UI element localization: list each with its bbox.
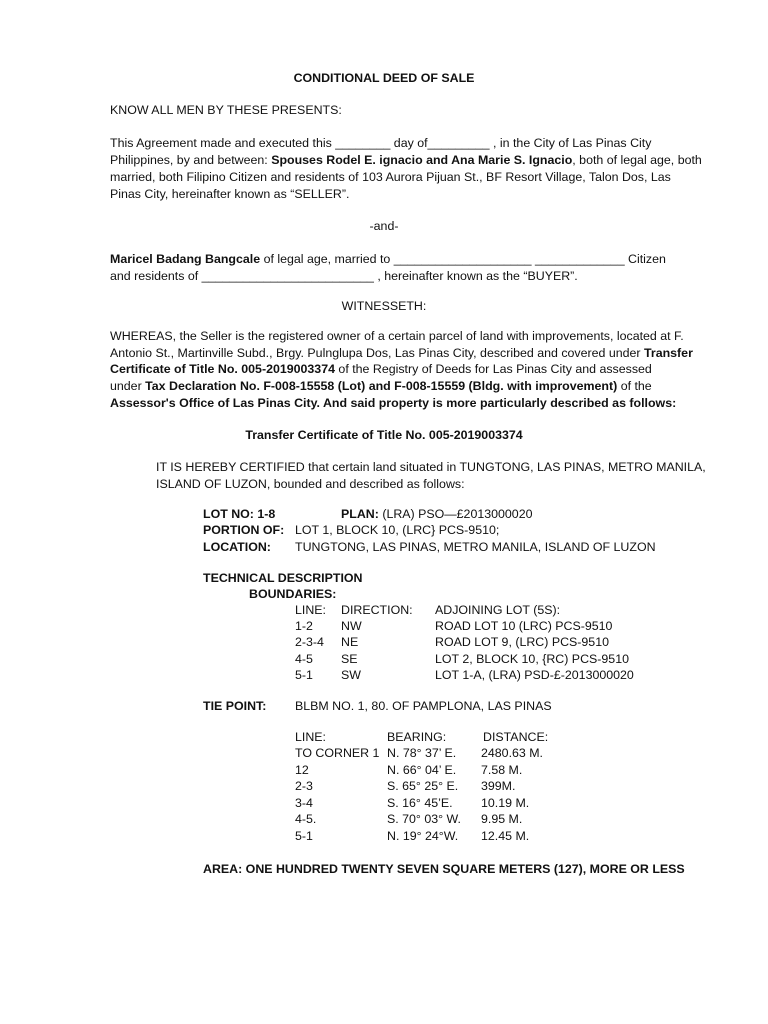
tie-row-line: 3-4 <box>295 796 313 810</box>
tie-header-bearing: BEARING: <box>387 730 447 744</box>
seller-names: Spouses Rodel E. ignacio and Ana Marie S. Ignacio <box>271 153 573 167</box>
p1-line-1: This Agreement made and executed this ________ day of_________ , in the City of Las Pinas City <box>110 136 652 150</box>
tct-heading: Transfer Certificate of Title No. 005-2019003374 <box>245 428 523 442</box>
technical-heading: TECHNICAL DESCRIPTION <box>203 571 363 585</box>
tie-header-line: LINE: <box>295 730 326 744</box>
boundaries-header-direction: DIRECTION: <box>341 603 413 617</box>
location-label: LOCATION: <box>203 540 271 554</box>
tie-header-distance: DISTANCE: <box>483 730 549 744</box>
tie-row-distance: 399M. <box>481 779 516 793</box>
boundary-row-adjoining: LOT 2, BLOCK 10, {RC) PCS-9510 <box>435 652 629 666</box>
document-title: CONDITIONAL DEED OF SALE <box>293 71 475 85</box>
p1-line-2a: Philippines, by and between: <box>110 153 272 167</box>
p1-line-2 <box>110 152 702 168</box>
p1-line-4: Pinas City, hereinafter known as “SELLER”. <box>110 187 350 201</box>
tie-row-bearing: N. 66° 04’ E. <box>387 763 457 777</box>
boundaries-header-line: LINE: <box>295 603 326 617</box>
lot-number: LOT NO: 1-8 <box>203 507 276 521</box>
boundary-row-direction: SW <box>341 668 361 682</box>
boundary-row-adjoining: LOT 1-A, (LRA) PSD-£-2013000020 <box>435 668 634 682</box>
boundary-row-adjoining: ROAD LOT 9, (LRC) PCS-9510 <box>435 635 609 649</box>
boundary-row-line: 2-3-4 <box>295 635 324 649</box>
buyer-name: Maricel Badang Bangcale <box>110 252 261 266</box>
boundary-row-direction: NE <box>341 635 359 649</box>
p3-line-1: WHEREAS, the Seller is the registered owner of a certain parcel of land with improvements, located at F. <box>110 329 684 343</box>
tie-row-distance: 10.19 M. <box>481 796 530 810</box>
p2-line-1 <box>110 251 666 267</box>
witnesseth-heading: WITNESSETH: <box>341 299 427 313</box>
area-statement: AREA: ONE HUNDRED TWENTY SEVEN SQUARE METERS (127), MORE OR LESS <box>203 862 685 876</box>
p3-line-3 <box>110 361 652 377</box>
tie-row-bearing: S. 65° 25° E. <box>387 779 459 793</box>
p3-line-2b: Transfer <box>644 346 693 360</box>
boundary-row-adjoining: ROAD LOT 10 (LRC) PCS-9510 <box>435 619 613 633</box>
tie-row-distance: 9.95 M. <box>481 812 523 826</box>
p3-line-4c: of the <box>617 379 652 393</box>
tie-row-distance: 7.58 M. <box>481 763 523 777</box>
certified-line-1: IT IS HEREBY CERTIFIED that certain land situated in TUNGTONG, LAS PINAS, METRO MANILA, <box>156 460 706 474</box>
boundary-row-line: 4-5 <box>295 652 313 666</box>
plan-label: PLAN: <box>341 507 383 521</box>
portion-label: PORTION OF: <box>203 523 285 537</box>
p2-line-1b: of legal age, married to ____________________ _____________ Citizen <box>260 252 666 266</box>
tie-row-bearing: S. 70° 03° W. <box>387 812 461 826</box>
tie-row-line: 4-5. <box>295 812 317 826</box>
tax-declaration: Tax Declaration No. F-008-15558 (Lot) and F-008-15559 (Bldg. with improvement) <box>145 379 618 393</box>
boundary-row-line: 5-1 <box>295 668 313 682</box>
p2-line-2: and residents of _________________________ , hereinafter known as the “BUYER”. <box>110 269 578 283</box>
p3-line-2a: Antonio St., Martinville Subd., Brgy. Pulnglupa Dos, Las Pinas City, described and covered under <box>110 346 644 360</box>
plan-value: (LRA) PSO—£2013000020 <box>382 507 533 521</box>
boundaries-header-adjoining: ADJOINING LOT (5S): <box>435 603 561 617</box>
p3-line-2 <box>110 345 693 361</box>
tie-row-distance: 2480.63 M. <box>481 746 543 760</box>
p3-line-4a: under <box>110 379 146 393</box>
tie-row-bearing: N. 78° 37’ E. <box>387 746 457 760</box>
p1-line-2c: , both of legal age, both <box>572 153 702 167</box>
tie-row-bearing: N. 19° 24°W. <box>387 829 459 843</box>
p3-line-5: Assessor's Office of Las Pinas City. And said property is more particularly described as follows: <box>110 396 677 410</box>
tie-row-line: 5-1 <box>295 829 313 843</box>
title-number: Certificate of Title No. 005-2019003374 <box>110 362 335 376</box>
portion-value: LOT 1, BLOCK 10, (LRC} PCS-9510; <box>295 523 500 537</box>
tie-row-line: 2-3 <box>295 779 313 793</box>
tie-point-label: TIE POINT: <box>203 699 267 713</box>
tie-row-line: 12 <box>295 763 309 777</box>
boundary-row-line: 1-2 <box>295 619 313 633</box>
location-value: TUNGTONG, LAS PINAS, METRO MANILA, ISLAND OF LUZON <box>295 540 656 554</box>
boundary-row-direction: SE <box>341 652 358 666</box>
tie-row-distance: 12.45 M. <box>481 829 530 843</box>
boundary-row-direction: NW <box>341 619 362 633</box>
tie-row-line: TO CORNER 1 <box>295 746 380 760</box>
and-separator: -and- <box>369 219 399 233</box>
certified-line-2: ISLAND OF LUZON, bounded and described as follows: <box>156 477 465 491</box>
plan <box>341 506 532 522</box>
p3-line-4 <box>110 378 652 394</box>
p1-line-3: married, both Filipino Citizen and residents of 103 Aurora Pijuan St., BF Resort Village, Talon Dos, Las <box>110 170 671 184</box>
boundaries-heading: BOUNDARIES: <box>249 587 337 601</box>
tie-point-value: BLBM NO. 1, 80. OF PAMPLONA, LAS PINAS <box>295 699 552 713</box>
tie-row-bearing: S. 16° 45’E. <box>387 796 453 810</box>
p3-line-3b: of the Registry of Deeds for Las Pinas City and assessed <box>334 362 652 376</box>
intro-line: KNOW ALL MEN BY THESE PRESENTS: <box>110 103 342 117</box>
